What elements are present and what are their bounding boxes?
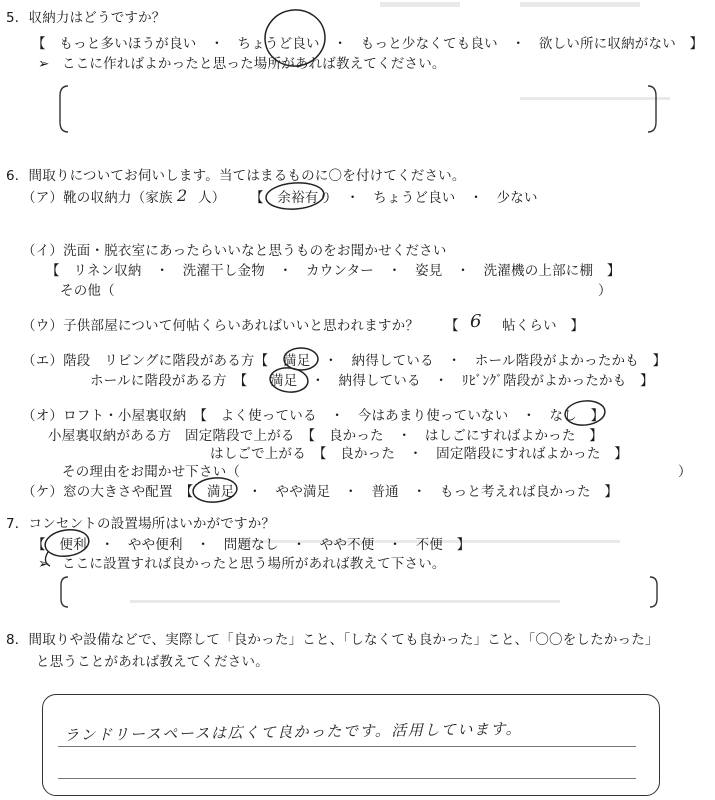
bleed-through-mark (130, 600, 560, 603)
q5-answer-right-bracket (648, 86, 656, 132)
q7-prompt: ここに設置すれば良かったと思う場所があれば教えて下さい。 (62, 556, 446, 572)
q6u-room-size[interactable]: 6 (470, 311, 482, 332)
q6a-options[interactable]: 【 余裕有り ・ ちょうど良い ・ 少ない (250, 190, 538, 206)
q6u-unit: 帖くらい 】 (502, 318, 585, 334)
q5-answer-left-bracket (60, 86, 68, 132)
q8-title-continued: と思うことがあれば教えてください。 (36, 654, 269, 670)
q7-options[interactable]: 【 便利 ・ やや便利 ・ 問題なし ・ やや不便 ・ 不便 】 (32, 537, 471, 553)
q6o-label[interactable]: （オ）ロフト・小屋裏収納 【 よく使っている ・ 今はあまり使っていない ・ なし 】 (22, 408, 605, 424)
bleed-through-mark (520, 97, 670, 100)
answer-rule (58, 746, 636, 747)
q8-answer-box[interactable] (42, 694, 660, 796)
q5-options[interactable]: 【 もっと多いほうが良い ・ ちょうど良い ・ もっと少なくても良い ・ 欲しい所に収納がない 】 (32, 36, 704, 52)
q6o-reason-label: その理由をお聞かせ下さい（ (62, 464, 241, 480)
q5-title: 5．収納力はどうですか？ (6, 10, 166, 26)
q6u-open-bracket: 【 (445, 318, 459, 334)
q6ke-label[interactable]: （ケ）窓の大きさや配置 【 満足 ・ やや満足 ・ 普通 ・ もっと考えれば良かった 】 (22, 484, 619, 500)
q6o-fixed-stairs[interactable]: 小屋裏収納がある方 固定階段で上がる 【 良かった ・ はしごにすればよかった 】 (48, 428, 603, 444)
q5-prompt: ここに作ればよかったと思った場所があれば教えてください。 (62, 56, 446, 72)
q6i-label: （イ）洗面・脱衣室にあったらいいなと思うものをお聞かせください (22, 243, 447, 259)
bleed-through-mark (520, 2, 640, 7)
q6a-label: （ア）靴の収納力（家族 (22, 190, 173, 206)
q6i-other-label: その他（ (60, 283, 115, 299)
q6u-label: （ウ）子供部屋について何帖くらいあればいいと思われますか？ (22, 318, 420, 334)
q6e-label: （エ）階段 リビングに階段がある方【 (22, 353, 269, 369)
bleed-through-mark (380, 2, 460, 7)
q6e-hall-label: ホールに階段がある方 【 (90, 373, 248, 389)
q6o-ladder[interactable]: はしごで上がる 【 良かった ・ 固定階段にすればよかった 】 (210, 446, 628, 462)
q6a-family-count[interactable]: 2 (177, 186, 188, 205)
answer-rule (58, 778, 636, 779)
q6o-reason-close: ） (678, 464, 692, 480)
q6i-other-close: ） (598, 283, 612, 299)
q5-prompt-arrow-icon: ➢ (38, 56, 50, 72)
q7-answer-left-bracket (61, 577, 68, 607)
q7-prompt-arrow-icon: ➢ (38, 556, 50, 572)
q6i-options[interactable]: 【 リネン収納 ・ 洗濯干し金物 ・ カウンター ・ 姿見 ・ 洗濯機の上部に棚 】 (46, 263, 621, 279)
q7-title: 7．コンセントの設置場所はいかがですか？ (6, 516, 276, 532)
q7-answer-right-bracket (650, 577, 657, 607)
q8-handwritten-answer[interactable]: ランドリースペースは広くて良かったです。活用しています。 (63, 719, 523, 745)
q6e-hall-options[interactable]: 満足 ・ 納得している ・ ﾘﾋﾞﾝｸﾞ階段がよかったかも 】 (270, 373, 654, 389)
q6e-living-options[interactable]: 満足 ・ 納得している ・ ホール階段がよかったかも 】 (283, 353, 667, 369)
q6a-unit: 人） (198, 190, 226, 206)
q6-title: 6．間取りについてお伺いします。当てはまるものに〇を付けてください。 (6, 168, 466, 184)
q8-title: 8．間取りや設備などで、実際して「良かった」こと、「しなくても良かった」こと、「〇〇をしたかった」 (6, 632, 659, 648)
